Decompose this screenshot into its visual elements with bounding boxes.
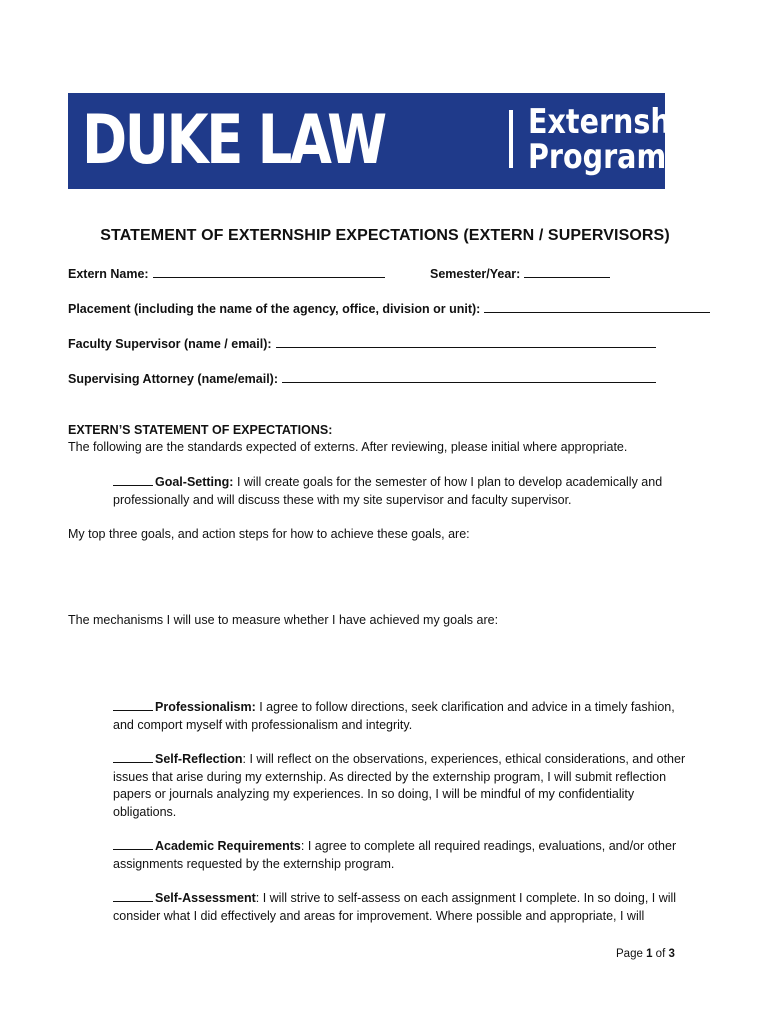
faculty-supervisor-label: Faculty Supervisor (name / email): bbox=[68, 337, 272, 351]
supervising-attorney-field bbox=[68, 370, 656, 386]
item-self-assessment bbox=[113, 890, 698, 925]
footer-page-total: 3 bbox=[668, 948, 675, 960]
item-text: : I agree to complete all required readings, evaluations, and/or other assignments requested by the externship program. bbox=[113, 839, 677, 871]
item-label: Self-Reflection bbox=[155, 752, 243, 766]
section-heading: EXTERN’S STATEMENT OF EXPECTATIONS: bbox=[68, 423, 333, 437]
item-label: Self-Assessment bbox=[155, 891, 256, 905]
extern-name-blank[interactable] bbox=[153, 265, 385, 278]
banner-program-line1: Externships bbox=[528, 102, 718, 142]
footer-page-number: 1 bbox=[646, 948, 653, 960]
initial-blank-goal-setting[interactable] bbox=[113, 474, 153, 486]
item-text: : I will strive to self-assess on each assignment I complete. In so doing, I will consider what I did effectively and areas for improvement. Where possible and appropriate, I will bbox=[113, 891, 677, 923]
placement-field bbox=[68, 300, 710, 316]
semester-year-field bbox=[430, 265, 610, 281]
extern-name-field bbox=[68, 265, 385, 281]
placement-label: Placement (including the name of the agency, office, division or unit): bbox=[68, 302, 481, 316]
footer-page-word: Page bbox=[616, 948, 643, 960]
goals-prompt: My top three goals, and action steps for how to achieve these goals, are: bbox=[68, 527, 470, 541]
banner-divider bbox=[509, 110, 513, 168]
duke-law-banner bbox=[68, 93, 718, 189]
item-label: Goal-Setting: bbox=[155, 475, 234, 489]
extern-name-label: Extern Name: bbox=[68, 267, 149, 281]
item-academic-requirements bbox=[113, 838, 698, 873]
item-self-reflection bbox=[113, 751, 698, 821]
item-label: Academic Requirements bbox=[155, 839, 301, 853]
mechanisms-prompt: The mechanisms I will use to measure whether I have achieved my goals are: bbox=[68, 613, 499, 627]
banner-program-line2: Program bbox=[528, 137, 667, 177]
item-text: : I will reflect on the observations, experiences, ethical considerations, and other issues that arise during my externship. As directed by the externship program, I will submit reflection papers or journals analyzing my experiences. In so doing, I will be mindful of my confidentiality obligations. bbox=[113, 752, 686, 819]
semester-year-label: Semester/Year: bbox=[430, 267, 521, 281]
initial-blank-professionalism[interactable] bbox=[113, 699, 153, 711]
item-text: I will create goals for the semester of how I plan to develop academically and professionally and will discuss these with my site supervisor and faculty supervisor. bbox=[113, 475, 663, 507]
initial-blank-self-assessment[interactable] bbox=[113, 890, 153, 902]
item-label: Professionalism: bbox=[155, 700, 256, 714]
footer-of-word: of bbox=[655, 948, 666, 960]
faculty-supervisor-field bbox=[68, 335, 656, 351]
section-intro: The following are the standards expected of externs. After reviewing, please initial where appropriate. bbox=[68, 440, 628, 454]
banner-logo-word: DUKE LAW bbox=[82, 101, 385, 180]
item-professionalism bbox=[113, 699, 688, 734]
semester-year-blank[interactable] bbox=[524, 265, 610, 278]
supervising-attorney-label: Supervising Attorney (name/email): bbox=[68, 372, 278, 386]
page-footer bbox=[616, 948, 675, 960]
supervising-attorney-blank[interactable] bbox=[282, 370, 656, 383]
initial-blank-academic-requirements[interactable] bbox=[113, 838, 153, 850]
item-text: I agree to follow directions, seek clarification and advice in a timely fashion, and comport myself with professionalism and integrity. bbox=[113, 700, 675, 732]
placement-blank[interactable] bbox=[484, 300, 710, 313]
document-title: STATEMENT OF EXTERNSHIP EXPECTATIONS (EXTERN / SUPERVISORS) bbox=[100, 227, 670, 244]
initial-blank-self-reflection[interactable] bbox=[113, 751, 153, 763]
faculty-supervisor-blank[interactable] bbox=[276, 335, 656, 348]
item-goal-setting bbox=[113, 474, 688, 509]
